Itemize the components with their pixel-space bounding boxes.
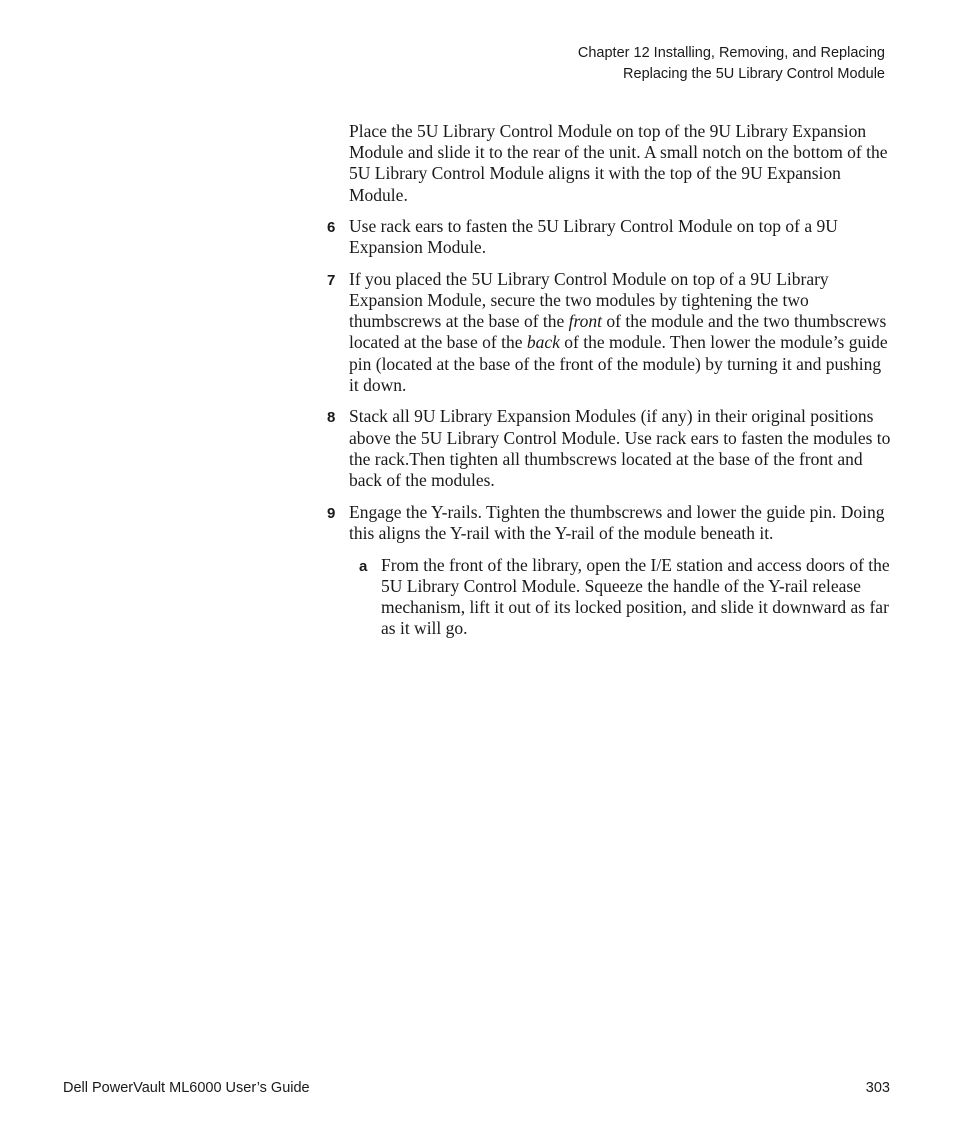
emphasis-back: back — [526, 332, 560, 353]
step-text: Use rack ears to fasten the 5U Library Control Module on top of a 9U Expansion Module. — [349, 215, 838, 258]
step-6 — [327, 215, 894, 258]
substep-text: From the front of the library, open the I/E station and access doors of the 5U Library Control Module. Squeeze the handle of the Y-rail release mechanism, lift it out of its locked position, and slide it downward as far as it will go. — [381, 554, 890, 639]
step-text-part: If you placed the 5U Library Control Module on top of a 9U Library Expansion Module, secure the two modules by tightening the two thumbscrews at the base of the — [349, 268, 829, 332]
step-text-part: of the module and the two thumbscrews located at the base of the — [349, 311, 887, 353]
substep-letter: a — [359, 557, 368, 575]
emphasis-front: front — [568, 311, 603, 332]
step-text: Engage the Y-rails. Tighten the thumbscrews and lower the guide pin. Doing this aligns the Y-rail with the Y-rail of the module beneath it. — [349, 501, 885, 543]
step-text: Stack all 9U Library Expansion Modules (if any) in their original positions above the 5U Library Control Module. Use rack ears to fasten the modules to the rack.Then tighten all thumbscrews located at the base of the front and back of the modules. — [349, 406, 891, 491]
intro-paragraph: Place the 5U Library Control Module on top of the 9U Library Expansion Module and slide it to the rear of the unit. A small notch on the bottom of the 5U Library Control Module aligns it with the top of the 9U Expansion Module. — [349, 121, 888, 205]
running-header — [578, 43, 885, 85]
step-8 — [327, 406, 894, 491]
page-footer — [63, 1080, 890, 1096]
chapter-title: Chapter 12 Installing, Removing, and Replacing — [577, 45, 885, 61]
main-content — [327, 121, 894, 649]
step-7 — [327, 268, 894, 396]
step-9 — [327, 501, 894, 544]
page-number: 303 — [865, 1080, 890, 1096]
step-number: 7 — [327, 271, 336, 289]
step-text — [349, 269, 888, 395]
step-number: 9 — [327, 504, 336, 522]
step-text-part: of the module. Then lower the module’s guide pin (located at the base of the front of the module) by turning it and pushing it down. — [349, 332, 888, 395]
substep-a — [359, 554, 894, 640]
step-number: 6 — [327, 218, 336, 236]
section-title: Replacing the 5U Library Control Module — [623, 66, 885, 82]
step-number: 8 — [327, 409, 336, 427]
guide-title: Dell PowerVault ML6000 User’s Guide — [63, 1080, 310, 1096]
